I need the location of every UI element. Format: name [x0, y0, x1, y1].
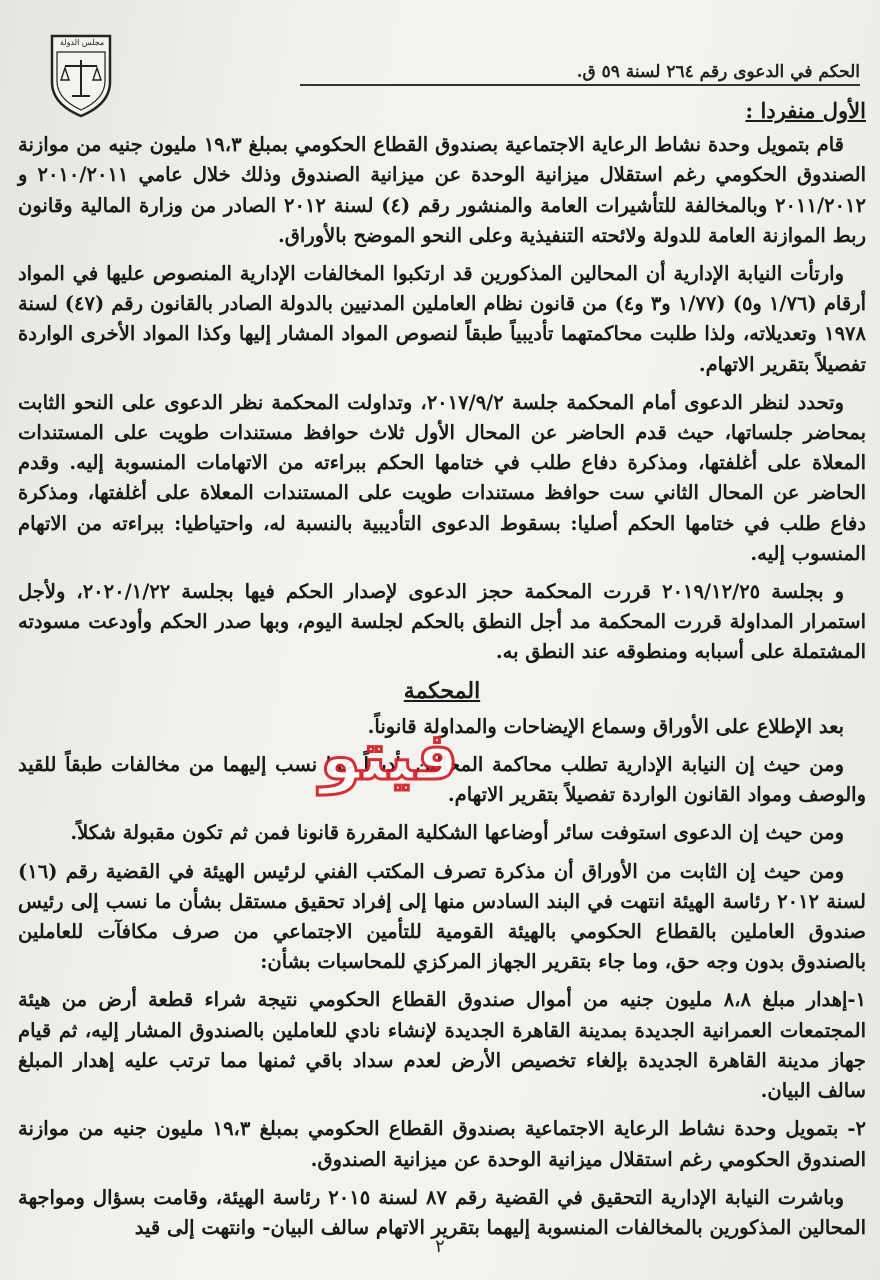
page-number: ٢: [435, 1236, 445, 1257]
case-number-header: الحكم في الدعوى رقم ٢٦٤ لسنة ٥٩ ق.: [300, 62, 860, 86]
paragraph-hearing: وتحدد لنظر الدعوى أمام المحكمة جلسة ٢٠١٧/٩/٢، وتداولت المحكمة نظر الدعوى على النحو الثابت بمحاضر جلساتها، حيث قدم الحاضر عن المحال الأول ثلاث حوافظ مستندات طويت على المستندات المعلاة على أغلفتها، ومذكرة دفاع طلب في ختامها الحكم ببراءته من الاتهامات المنسوبة إليه. وقدم الحاضر عن المحال الثاني ست حوافظ مستندات طويت على المستندات المعلاة على أغلفتها، ومذكرة دفاع طلب في ختامها الحكم أصليا: بسقوط الدعوى التأديبية بالنسبة له، واحتياطيا: ببراءته من الاتهام المنسوب إليه.: [18, 390, 866, 565]
paragraph-session: و بجلسة ٢٠١٩/١٢/٢٥ قررت المحكمة حجز الدعوى لإصدار الحكم فيها بجلسة ٢٠٢٠/١/٢٢، ولأجل استمرار المداولة قررت المحكمة مد أجل النطق بالحكم لجلسة اليوم، وبها صدر الحكم وأودعت مسودته المشتملة على أسبابه ومنطوقه عند النطق به.: [18, 580, 866, 664]
paragraph-court-1: بعد الإطلاع على الأوراق وسماع الإيضاحات والمداولة قانوناً.: [367, 714, 844, 738]
paragraph-court-4: ومن حيث إن الثابت من الأوراق أن مذكرة تصرف المكتب الفني لرئيس الهيئة في القضية رقم (١٦) لسنة ٢٠١٢ رئاسة الهيئة انتهت في البند السادس منها إلى إفراد تحقيق مستقل بشأن ما نسب إلى رئيس صندوق العاملين بالقطاع الحكومي بالهيئة القومية للتأمين الاجتماعي من صرف مكافآت للعاملين بالصندوق بدون وجه حق، وما جاء بتقرير الجهاز المركزي للمحاسبات بشأن:: [18, 859, 866, 974]
document-body: [18, 96, 866, 1251]
paragraph-prosecution-view: وارتأت النيابة الإدارية أن المحالين المذكورين قد ارتكبوا المخالفات الإدارية المنصوص عليها في المواد أرقام (١/٧٦ و٥) (١/٧٧ و٣ و٤) من قانون نظام العاملين المدنيين بالدولة الصادر بالقانون رقم (٤٧) لسنة ١٩٧٨ وتعديلاته، ولذا طلبت محاكمتهما تأديبياً طبقاً لنصوص المواد المشار إليها وكذا المواد الأخرى الواردة تفصيلاً بتقرير الاتهام.: [18, 262, 866, 376]
court-section-title: المحكمة: [403, 677, 481, 704]
list-item-1: ١-إهدار مبلغ ٨،٨ مليون جنيه من أموال صندوق القطاع الحكومي نتيجة شراء قطعة أرض من هيئة المجتمعات العمرانية الجديدة بمدينة القاهرة الجديدة لإنشاء نادي للعاملين بالصندوق المشار إليه، ثم قيام جهاز مدينة القاهرة الجديدة بإلغاء تخصيص الأرض لعدم سداد باقي ثمنها مما ترتب عليه إهدار المبلغ سالف البيان.: [18, 988, 867, 1103]
vito-watermark: فيتو: [320, 718, 459, 795]
list-item-2: ٢- بتمويل وحدة نشاط الرعاية الاجتماعية بصندوق القطاع الحكومي بمبلغ ١٩،٣ مليون جنيه من موازنة الصندوق الحكومي رغم استقلال ميزانية الوحدة عن ميزانية الصندوق.: [18, 1117, 866, 1171]
paragraph-first-charge: قام بتمويل وحدة نشاط الرعاية الاجتماعية بصندوق القطاع الحكومي بمبلغ ١٩،٣ مليون جنيه من موازنة الصندوق الحكومي رغم استقلال ميزانية الوحدة عن ميزانية الصندوق وذلك خلال عامي ٢٠١٠/٢٠١١ و ٢٠١١/٢٠١٢ وبالمخالفة للتأشيرات العامة والمنشور رقم (٤) لسنة ٢٠١٢ الصادر من وزارة المالية وقانون ربط الموازنة العامة للدولة ولائحته التنفيذية وعلى النحو الموضح بالأوراق.: [18, 133, 866, 247]
logo-text: مجلس الدولة: [59, 38, 105, 47]
section-title-first-defendant: الأول منفردا :: [745, 98, 866, 123]
paragraph-court-5: وباشرت النيابة الإدارية التحقيق في القضية رقم ٨٧ لسنة ٢٠١٥ رئاسة الهيئة، وقامت بسؤال ومواجهة المحالين المذكورين بالمخالفات المنسوبة إليهما بتقرير الاتهام سالف البيان- وانتهت إلى قيد: [18, 1185, 866, 1239]
paragraph-court-2: ومن حيث إن النيابة الإدارية تطلب محاكمة المحالين تأديبياً عما نسب إليهما من مخالفات طبقاً للقيد والوصف ومواد القانون الواردة تفصيلاً بتقرير الاتهام.: [18, 753, 866, 807]
paragraph-court-3: ومن حيث إن الدعوى استوفت سائر أوضاعها الشكلية المقررة قانونا فمن ثم تكون مقبولة شكلاً.: [70, 821, 844, 845]
